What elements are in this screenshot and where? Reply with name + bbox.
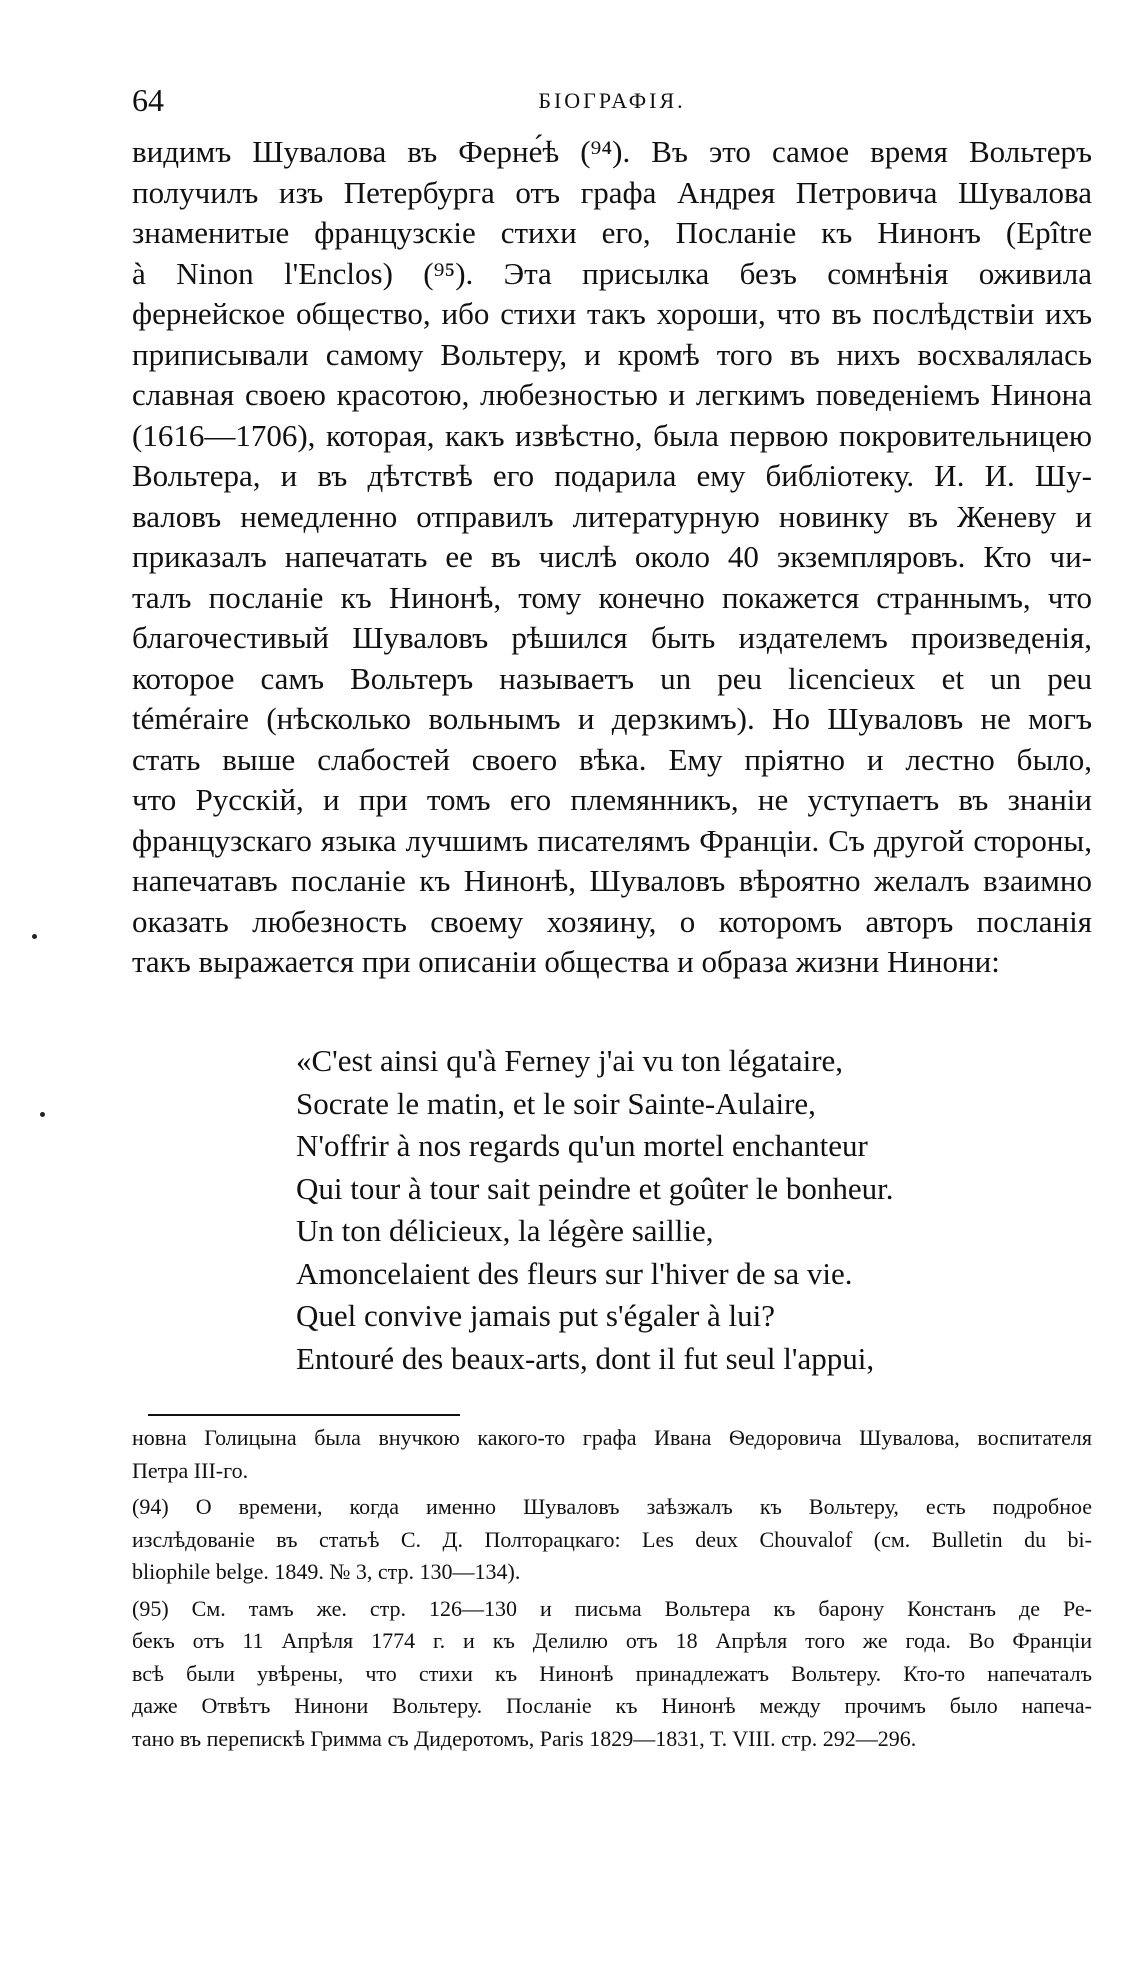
page-number: 64 (132, 82, 164, 118)
footnote-line: новна Голицына была внучкою какого-то графа Ивана Ѳедоровича Шувалова, воспитателя (132, 1425, 1092, 1450)
body-line: Вольтера, и въ дѣтствѣ его подарила ему библіотеку. И. И. Шу- (132, 458, 1092, 493)
body-line: téméraire (нѣсколько вольнымъ и дерзкимъ). Но Шуваловъ не могъ (132, 701, 1092, 736)
body-line: фернейское общество, ибо стихи такъ хороши, что въ послѣдствіи ихъ (132, 296, 1092, 331)
body-line: валовъ немедленно отправилъ литературную новинку въ Женеву и (132, 498, 1092, 534)
body-line: знаменитые французскіе стихи его, Посланіе къ Нинонъ (Epître (132, 215, 1092, 250)
footnote-line: бекъ отъ 11 Апрѣля 1774 г. и къ Делилю отъ 18 Апрѣля того же года. Во Франціи (132, 1628, 1092, 1653)
footnote-line: Петра III-го. (132, 1457, 249, 1483)
footnote-line: даже Отвѣтъ Нинони Вольтеру. Посланіе къ Нинонѣ между прочимъ было напеча- (132, 1693, 1092, 1718)
body-line: стать выше слабостей своего вѣка. Ему пріятно и лестно было, (132, 741, 1092, 777)
body-line: которое самъ Вольтеръ называетъ un peu licencieux et un peu (132, 660, 1092, 696)
footnote-line: (95) См. тамъ же. стр. 126—130 и письма Вольтера къ барону Констанъ де Ре- (132, 1595, 1092, 1621)
verse-line: Socrate le matin, et le soir Sainte-Aulaire, (296, 1085, 816, 1121)
print-speck (32, 934, 37, 939)
verse-line: N'offrir à nos regards qu'un mortel enchanteur (296, 1128, 868, 1163)
footnote-line: всѣ были увѣрены, что стихи къ Нинонѣ принадлежатъ Вольтеру. Кто-то напечаталъ (132, 1660, 1092, 1686)
verse-line: Qui tour à tour sait peindre et goûter le bonheur. (296, 1170, 894, 1206)
body-line: талъ посланіе къ Нинонѣ, тому конечно покажется страннымъ, что (132, 579, 1092, 615)
footnotes (132, 1422, 1092, 1755)
footnote-line: (94) О времени, когда именно Шуваловъ заѣзжалъ къ Вольтеру, есть подробное (132, 1494, 1092, 1519)
body-line: оказать любезность своему хозяину, о которомъ авторъ посланія (132, 903, 1092, 939)
body-text (132, 132, 1092, 983)
body-line: (1616—1706), которая, какъ извѣстно, была первою покровительницею (132, 417, 1092, 453)
footnote-divider (148, 1414, 460, 1416)
body-line: à Ninon l'Enclos) (⁹⁵). Эта присылка безъ сомнѣнія оживила (132, 255, 1092, 291)
footnote-line: изслѣдованіе въ статьѣ С. Д. Полторацкаго: Les deux Chouvalof (см. Bulletin du bi- (132, 1526, 1092, 1552)
body-line: благочестивый Шуваловъ рѣшился быть издателемъ произведенія, (132, 620, 1092, 655)
verse-line: Amoncelaient des fleurs sur l'hiver de sa vie. (296, 1255, 853, 1291)
footnote-line: bliophile belge. 1849. № 3, стр. 130—134). (132, 1559, 521, 1584)
body-line: видимъ Шувалова въ Ферне́ѣ (⁹⁴). Въ это самое время Вольтеръ (132, 134, 1092, 169)
body-line: такъ выражается при описаніи общества и образа жизни Нинони: (132, 944, 1000, 979)
body-line: что Русскій, и при томъ его племянникъ, не уступаетъ въ знаніи (132, 782, 1092, 817)
body-line: напечатавъ посланіе къ Нинонѣ, Шуваловъ вѣроятно желалъ взаимно (132, 863, 1092, 898)
body-line: приписывали самому Вольтеру, и кромѣ того въ нихъ восхвалялась (132, 336, 1092, 372)
verse-line: Un ton délicieux, la légère saillie, (296, 1213, 714, 1248)
verse-line: «C'est ainsi qu'à Ferney j'ai vu ton légataire, (296, 1043, 844, 1078)
running-title: БІОГРАФІЯ. (538, 88, 686, 113)
body-line: славная своею красотою, любезностью и легкимъ поведеніемъ Нинона (132, 377, 1092, 412)
body-line: получилъ изъ Петербурга отъ графа Андрея Петровича Шувалова (132, 174, 1092, 210)
page-header (132, 82, 1092, 122)
body-line: французскаго языка лучшимъ писателямъ Франціи. Съ другой стороны, (132, 822, 1092, 858)
verse-quotation (296, 1040, 996, 1380)
print-speck (40, 1112, 45, 1117)
verse-line: Quel convive jamais put s'égaler à lui? (296, 1298, 776, 1333)
body-line: приказалъ напечатать ее въ числѣ около 40 экземпляровъ. Кто чи- (132, 539, 1092, 574)
verse-line: Entouré des beaux-arts, dont il fut seul l'appui, (296, 1340, 875, 1376)
footnote-line: тано въ перепискѣ Гримма съ Дидеротомъ, Paris 1829—1831, T. VIII. стр. 292—296. (132, 1725, 917, 1751)
